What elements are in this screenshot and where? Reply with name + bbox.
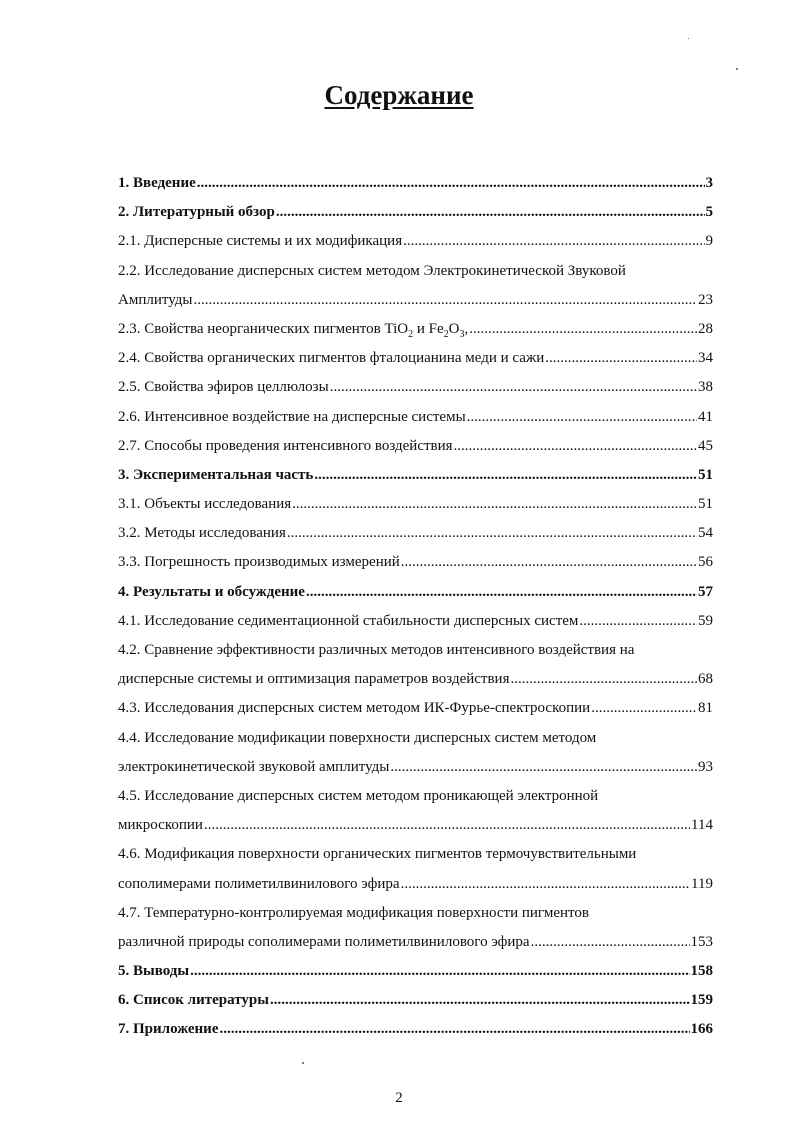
scan-speck xyxy=(736,68,738,70)
toc-entry-page: 114 xyxy=(691,817,713,834)
leader-dots xyxy=(330,379,697,396)
toc-entry-title: 4.3. Исследования дисперсных систем методом ИК-Фурье-спектроскопии xyxy=(118,700,591,717)
toc-entry[interactable] xyxy=(118,467,713,496)
toc-entry-page: 158 xyxy=(690,963,713,980)
scan-speck xyxy=(688,38,689,39)
leader-dots xyxy=(197,175,705,192)
toc-entry[interactable] xyxy=(118,963,713,992)
toc-entry-title: 4.4. Исследование модификации поверхности дисперсных систем методом xyxy=(118,729,597,746)
toc-entry-page: 5 xyxy=(705,204,713,221)
scan-speck xyxy=(302,1062,304,1064)
toc-entry[interactable] xyxy=(118,525,713,554)
toc-entry-title-cont: микроскопии xyxy=(118,817,203,834)
toc-entry[interactable] xyxy=(118,350,713,379)
toc-entry[interactable] xyxy=(118,292,713,321)
leader-dots xyxy=(545,350,697,367)
toc-entry-title: 3.1. Объекты исследования xyxy=(118,496,292,513)
toc-entry[interactable] xyxy=(118,1021,713,1050)
toc-entry-title: 4.6. Модификация поверхности органических пигментов термочувствительными xyxy=(118,846,637,863)
toc-entry-page: 159 xyxy=(690,992,713,1009)
toc-entry[interactable] xyxy=(118,409,713,438)
toc-entry[interactable] xyxy=(118,876,713,905)
toc-entry-page: 56 xyxy=(698,554,713,571)
toc-entry[interactable] xyxy=(118,613,713,642)
leader-dots xyxy=(467,409,697,426)
toc-entry-line[interactable] xyxy=(118,905,713,934)
toc-entry-page: 3 xyxy=(705,175,713,191)
toc-entry-page: 153 xyxy=(690,933,713,950)
leader-dots xyxy=(579,613,697,630)
toc-entry-title: 2.1. Дисперсные системы и их модификация xyxy=(118,233,403,250)
toc-entry-page: 51 xyxy=(698,496,713,513)
leader-dots xyxy=(531,934,690,951)
toc-entry-title: 2. Литературный обзор xyxy=(118,204,275,221)
toc-entry-title: 4.1. Исследование седиментационной стабильности дисперсных систем xyxy=(118,612,579,629)
leader-dots xyxy=(454,438,697,455)
leader-dots xyxy=(510,671,697,688)
toc-entry[interactable] xyxy=(118,379,713,408)
toc-entry-line[interactable] xyxy=(118,730,713,759)
toc-entry-title: 4.2. Сравнение эффективности различных методов интенсивного воздействия на xyxy=(118,642,635,658)
leader-dots xyxy=(287,525,697,542)
toc-entry-page: 166 xyxy=(690,1021,713,1038)
toc-entry-title: 3.2. Методы исследования xyxy=(118,525,286,542)
leader-dots xyxy=(190,963,689,980)
toc-entry-title-cont: дисперсные системы и оптимизация параметров воздействия xyxy=(118,671,510,688)
toc-entry[interactable] xyxy=(118,934,713,963)
toc-entry-title-cont: электрокинетической звуковой амплитуды xyxy=(118,758,390,775)
table-of-contents xyxy=(118,175,713,1051)
leader-dots xyxy=(276,204,705,221)
toc-entry-title-cont: сополимерами полиметилвинилового эфира xyxy=(118,875,400,892)
toc-entry[interactable] xyxy=(118,700,713,729)
leader-dots xyxy=(401,554,697,571)
leader-dots xyxy=(390,759,697,776)
toc-entry-title: 2.4. Свойства органических пигментов фталоцианина меди и сажи xyxy=(118,350,545,367)
toc-entry-title: 3.3. Погрешность производимых измерений xyxy=(118,554,400,571)
toc-entry[interactable] xyxy=(118,584,713,613)
toc-entry-title: 4. Результаты и обсуждение xyxy=(118,583,305,600)
toc-entry-line[interactable] xyxy=(118,846,713,875)
toc-entry-page: 68 xyxy=(698,671,713,688)
toc-entry-page: 41 xyxy=(698,408,713,425)
leader-dots xyxy=(194,292,698,309)
toc-entry-title-cont: Амплитуды xyxy=(118,291,193,308)
toc-entry[interactable] xyxy=(118,554,713,583)
toc-entry-title: 2.3. Свойства неорганических пигментов TiO$_2$ и $Fe_2O_3$, xyxy=(118,320,469,340)
toc-entry-page: 34 xyxy=(698,350,713,367)
leader-dots xyxy=(306,584,697,601)
leader-dots xyxy=(270,992,690,1009)
toc-entry-page: 81 xyxy=(698,700,713,717)
toc-entry[interactable] xyxy=(118,817,713,846)
leader-dots xyxy=(403,233,704,250)
toc-entry-page: 51 xyxy=(698,466,713,483)
toc-entry-title: 5. Выводы xyxy=(118,963,190,980)
toc-entry-line[interactable] xyxy=(118,642,713,671)
leader-dots xyxy=(469,321,697,338)
toc-entry-page: 9 xyxy=(705,233,713,250)
toc-entry-page: 54 xyxy=(698,525,713,542)
toc-entry[interactable] xyxy=(118,233,713,262)
leader-dots xyxy=(314,467,697,484)
toc-entry-page: 59 xyxy=(698,612,713,629)
toc-entry-page: 93 xyxy=(698,758,713,775)
leader-dots xyxy=(591,700,697,717)
toc-entry-title: 2.2. Исследование дисперсных систем методом Электрокинетической Звуковой xyxy=(118,262,626,279)
toc-entry-title-cont: различной природы сополимерами полиметилвинилового эфира xyxy=(118,933,530,950)
toc-entry-page: 57 xyxy=(698,583,713,600)
toc-entry-page: 45 xyxy=(698,437,713,454)
toc-entry-title: 7. Приложение xyxy=(118,1021,219,1038)
toc-entry[interactable] xyxy=(118,992,713,1021)
toc-entry[interactable] xyxy=(118,175,713,204)
toc-entry-line[interactable] xyxy=(118,263,713,292)
toc-entry-title: 4.7. Температурно-контролируемая модификация поверхности пигментов xyxy=(118,904,589,921)
toc-entry-title: 3. Экспериментальная часть xyxy=(118,466,314,483)
toc-entry[interactable] xyxy=(118,671,713,700)
toc-entry-title: 2.6. Интенсивное воздействие на дисперсные системы xyxy=(118,408,466,425)
toc-entry-page: 119 xyxy=(691,875,713,892)
toc-entry-title: 1. Введение xyxy=(118,175,196,191)
toc-entry-title: 2.5. Свойства эфиров целлюлозы xyxy=(118,379,329,396)
toc-entry[interactable] xyxy=(118,321,713,350)
toc-entry[interactable] xyxy=(118,759,713,788)
leader-dots xyxy=(401,876,690,893)
leader-dots xyxy=(219,1021,689,1038)
toc-entry-line[interactable] xyxy=(118,788,713,817)
leader-dots xyxy=(292,496,697,513)
toc-entry-page: 38 xyxy=(698,379,713,396)
toc-entry-page: 23 xyxy=(698,291,713,308)
toc-entry[interactable] xyxy=(118,204,713,233)
toc-entry-title: 6. Список литературы xyxy=(118,992,269,1009)
toc-entry-title: 2.7. Способы проведения интенсивного воздействия xyxy=(118,437,453,454)
leader-dots xyxy=(204,817,690,834)
page-number: 2 xyxy=(395,1090,403,1106)
toc-entry-title: 4.5. Исследование дисперсных систем методом проникающей электронной xyxy=(118,787,599,804)
page-title: Содержание xyxy=(324,80,474,110)
toc-entry-page: 28 xyxy=(698,320,713,337)
toc-entry[interactable] xyxy=(118,438,713,467)
toc-entry[interactable] xyxy=(118,496,713,525)
